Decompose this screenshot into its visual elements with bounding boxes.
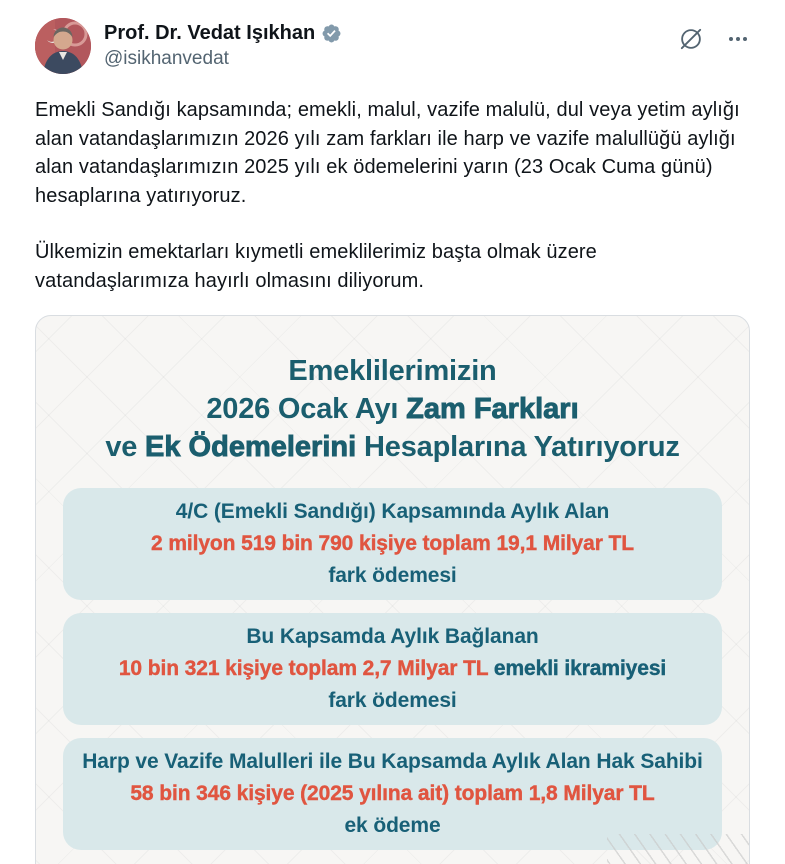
user-block xyxy=(104,18,678,71)
tweet-paragraph-1: Emekli Sandığı kapsamında; emekli, malul, vazife malulü, dul veya yetim aylığı alan vatandaşlarımızın 2026 yılı zam farkları ile harp ve vazife malullüğü aylığı alan vatandaşlarımızın 2025 yılı ek ödemelerini yarın (23 Ocak Cuma günü) hesaplarına yatırıyoruz. xyxy=(35,99,740,207)
stat-box-2-line-2: 10 bin 321 kişiye toplam 2,7 Milyar TL emekli ikramiyesi xyxy=(118,657,667,680)
card-title xyxy=(36,352,749,466)
avatar[interactable] xyxy=(35,18,91,74)
stat-box-2-line-3: fark ödemesi xyxy=(328,689,457,712)
stat-box-3-line-3: ek ödeme xyxy=(344,814,441,837)
stat-box-3-line-1: Harp ve Vazife Malulleri ile Bu Kapsamda Aylık Alan Hak Sahibi xyxy=(82,750,703,773)
card-title-line-1: Emeklilerimizin xyxy=(288,355,497,387)
media-card-image[interactable] xyxy=(35,315,750,864)
tweet-header xyxy=(35,18,750,74)
grok-slashed-circle-icon xyxy=(678,26,704,52)
more-button[interactable] xyxy=(726,27,750,51)
card-title-line-2: 2026 Ocak Ayı Zam Farkları xyxy=(206,393,579,425)
three-dots-more-icon xyxy=(726,27,750,51)
grok-button[interactable] xyxy=(678,26,704,52)
card-title-line-3: ve Ek Ödemelerini Hesaplarına Yatırıyoruz xyxy=(105,431,680,463)
header-actions xyxy=(678,18,750,52)
stat-box-2 xyxy=(63,613,722,725)
stat-box-3-line-2: 58 bin 346 kişiye (2025 yılına ait) toplam 1,8 Milyar TL xyxy=(130,782,655,805)
diagonal-stripes-decoration xyxy=(607,834,750,864)
stat-box-1-line-1: 4/C (Emekli Sandığı) Kapsamında Aylık Alan xyxy=(175,500,610,523)
tweet-paragraph-2: Ülkemizin emektarları kıymetli emeklilerimiz başta olmak üzere vatandaşlarımıza hayırlı olmasını diliyorum. xyxy=(35,241,597,292)
stat-box-1-line-3: fark ödemesi xyxy=(328,564,457,587)
avatar-image xyxy=(35,18,91,74)
display-name[interactable]: Prof. Dr. Vedat Işıkhan xyxy=(104,22,316,44)
stat-box-1-line-2: 2 milyon 519 bin 790 kişiye toplam 19,1 Milyar TL xyxy=(151,532,634,555)
verified-badge-icon xyxy=(321,23,342,44)
stat-box-2-line-1: Bu Kapsamda Aylık Bağlanan xyxy=(246,625,539,648)
stat-box-1 xyxy=(63,488,722,600)
stat-boxes xyxy=(63,488,722,850)
user-handle[interactable]: @isikhanvedat xyxy=(104,48,229,69)
